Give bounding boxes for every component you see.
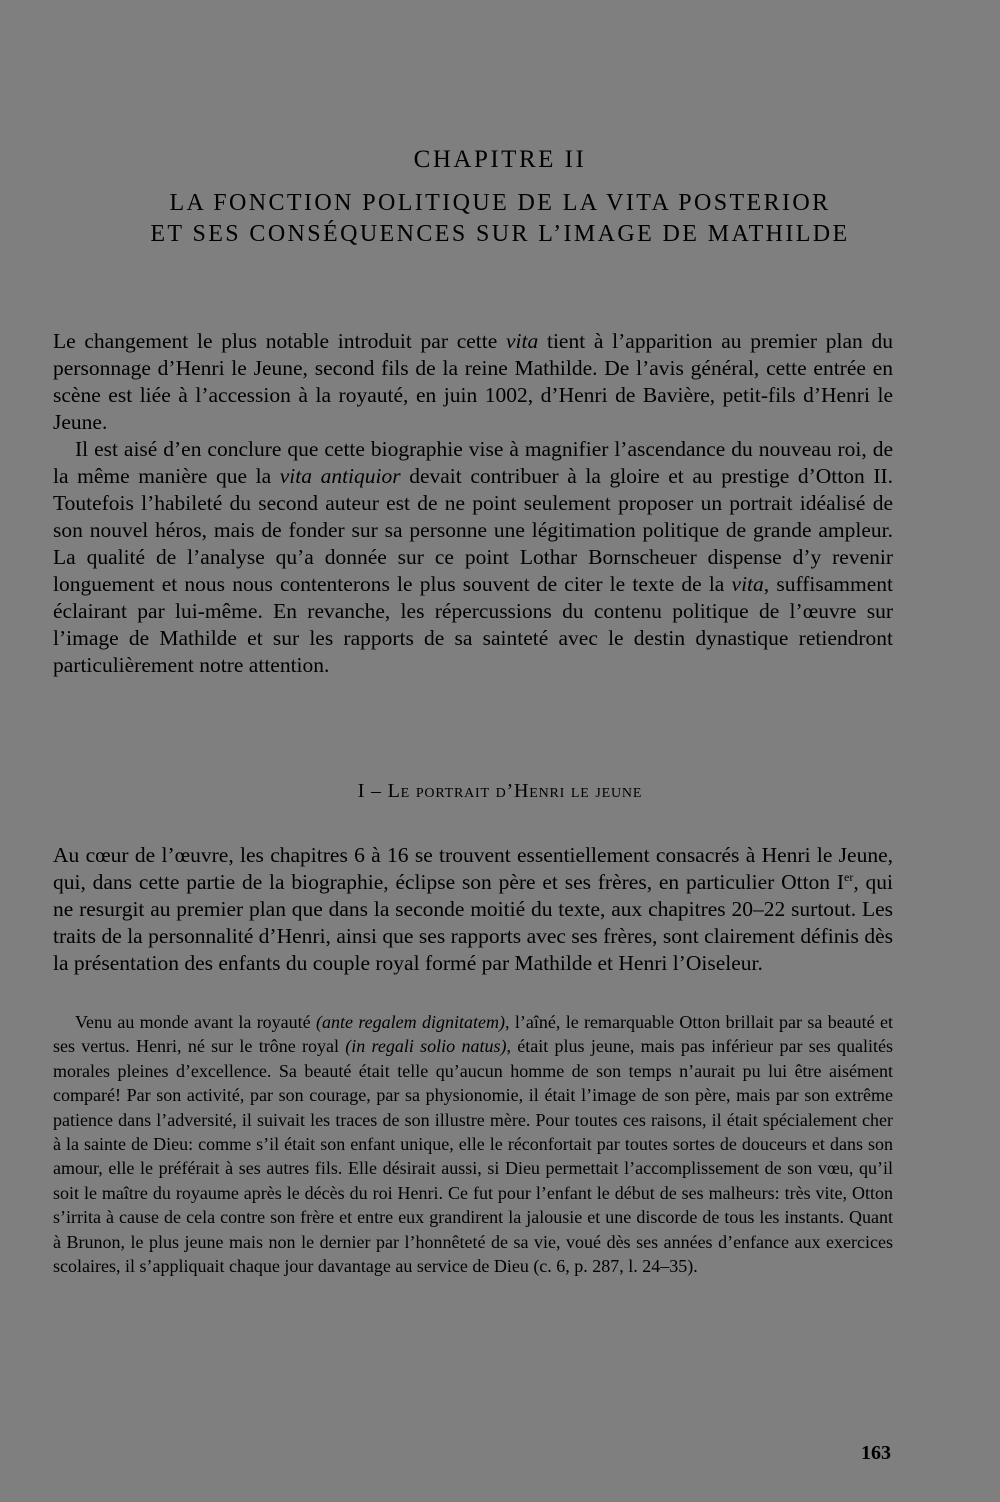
quote-text-b: , l’aîné, le remarquable Otton brillait par sa beauté et ses vertus. Henri, né sur le trône royal (53, 1012, 893, 1057)
intro-p2-italic-1: vita antiquior (279, 464, 401, 488)
intro-p1-text-a: Le changement le plus notable introduit par cette (53, 329, 507, 353)
section-heading: I – Le portrait d’Henri le jeune (357, 780, 643, 802)
quotation-paragraph (53, 1010, 893, 1278)
quote-text-a: Venu au monde avant la royauté (75, 1012, 317, 1032)
intro-p2-text-b: devait contribuer à la gloire et au prestige d’Otton II. Toutefois l’habileté du second auteur est de ne point seulement proposer un portrait idéalisé de son nouvel héros, mais de fonder sur sa personne une légitimation politique de grande ampleur. La qualité de l’analyse qu’a donnée sur ce point Lothar Bornscheuer dispense d’y revenir longuement et nous nous contenterons le plus souvent de citer le texte de la (53, 464, 894, 596)
intro-p2-text-c: , suffisamment éclairant par lui-même. En revanche, les répercussions du contenu politique de l’œuvre sur l’image de Mathilde et sur les rapports de sa sainteté avec le destin dynastique retiendront particulièrement notre attention. (53, 572, 893, 677)
intro-paragraph-2 (53, 436, 893, 679)
superscript: er (844, 869, 854, 884)
introduction-text (53, 328, 893, 679)
block-quotation (53, 1010, 893, 1278)
intro-p2-text-a: Il est aisé d’en conclure que cette biographie vise à magnifier l’ascendance du nouveau roi, de la même manière que la (53, 437, 893, 488)
chapter-title-line-1: LA FONCTION POLITIQUE DE LA VITA POSTERIOR (169, 190, 831, 216)
page-number: 163 (861, 1442, 891, 1464)
quote-text-c: , était plus jeune, mais pas inférieur par ses qualités morales pleines d’excellence. Sa beauté était telle qu’aucun homme de son temps n’aurait pu lui être aisément comparé! Par son activité, par son courage, par sa physionomie, il était l’image de son père, mais par son extrême patience dans l’adversité, il suivait les traces de son illustre mère. Pour toutes ces raisons, il était spécialement cher à la sainte de Dieu: comme s’il était son enfant unique, elle le réconfortait par toutes sortes de douceurs et dans son amour, elle le préférait à ses autres fils. Elle désirait aussi, si Dieu permettait l’accomplissement de son vœu, qu’il soit le maître du royaume après le décès du roi Henri. Ce fut pour l’enfant le début de ses malheurs: très vite, Otton s’irrita à cause de cela contre son frère et entre eux grandirent la jalousie et une discorde de tous les instants. Quant à Brunon, le plus jeune mais non le dernier par l’honnêteté de sa vie, voué dès ses années d’enfance aux exercices scolaires, il s’appliquait chaque jour davantage au service de Dieu (c. 6, p. 287, l. 24–35). (53, 1036, 894, 1277)
quote-italic-2: (in regali solio natus) (345, 1036, 507, 1057)
intro-p2-italic-2: vita (731, 572, 764, 596)
body-paragraph (53, 842, 893, 977)
chapter-number: CHAPITRE II (413, 146, 587, 173)
intro-p1-text-b: tient à l’apparition au premier plan du personnage d’Henri le Jeune, second fils de la reine Mathilde. De l’avis général, cette entrée en scène est liée à l’accession à la royauté, en juin 1002, d’Henri de Bavière, petit-fils d’Henri le Jeune. (53, 329, 894, 434)
section-body-text (53, 842, 893, 977)
chapter-title-line-2: ET SES CONSÉQUENCES SUR L’IMAGE DE MATHILDE (150, 221, 850, 247)
chapter-title (60, 188, 940, 250)
body-text-b: , qui ne resurgit au premier plan que dans la seconde moitié du texte, aux chapitres 20–22 surtout. Les traits de la personnalité d’Henri, ainsi que ses rapports avec ses frères, sont clairement définis dès la présentation des enfants du couple royal formé par Mathilde et Henri l’Oiseleur. (53, 870, 893, 975)
quote-italic-1: (ante regalem dignitatem) (316, 1012, 506, 1032)
body-text-a: Au cœur de l’œuvre, les chapitres 6 à 16 se trouvent essentiellement consacrés à Henri le Jeune, qui, dans cette partie de la biographie, éclipse son père et ses frères, en particulier Otton I (53, 843, 893, 894)
intro-p1-italic: vita (506, 329, 539, 353)
intro-paragraph-1 (53, 328, 893, 436)
